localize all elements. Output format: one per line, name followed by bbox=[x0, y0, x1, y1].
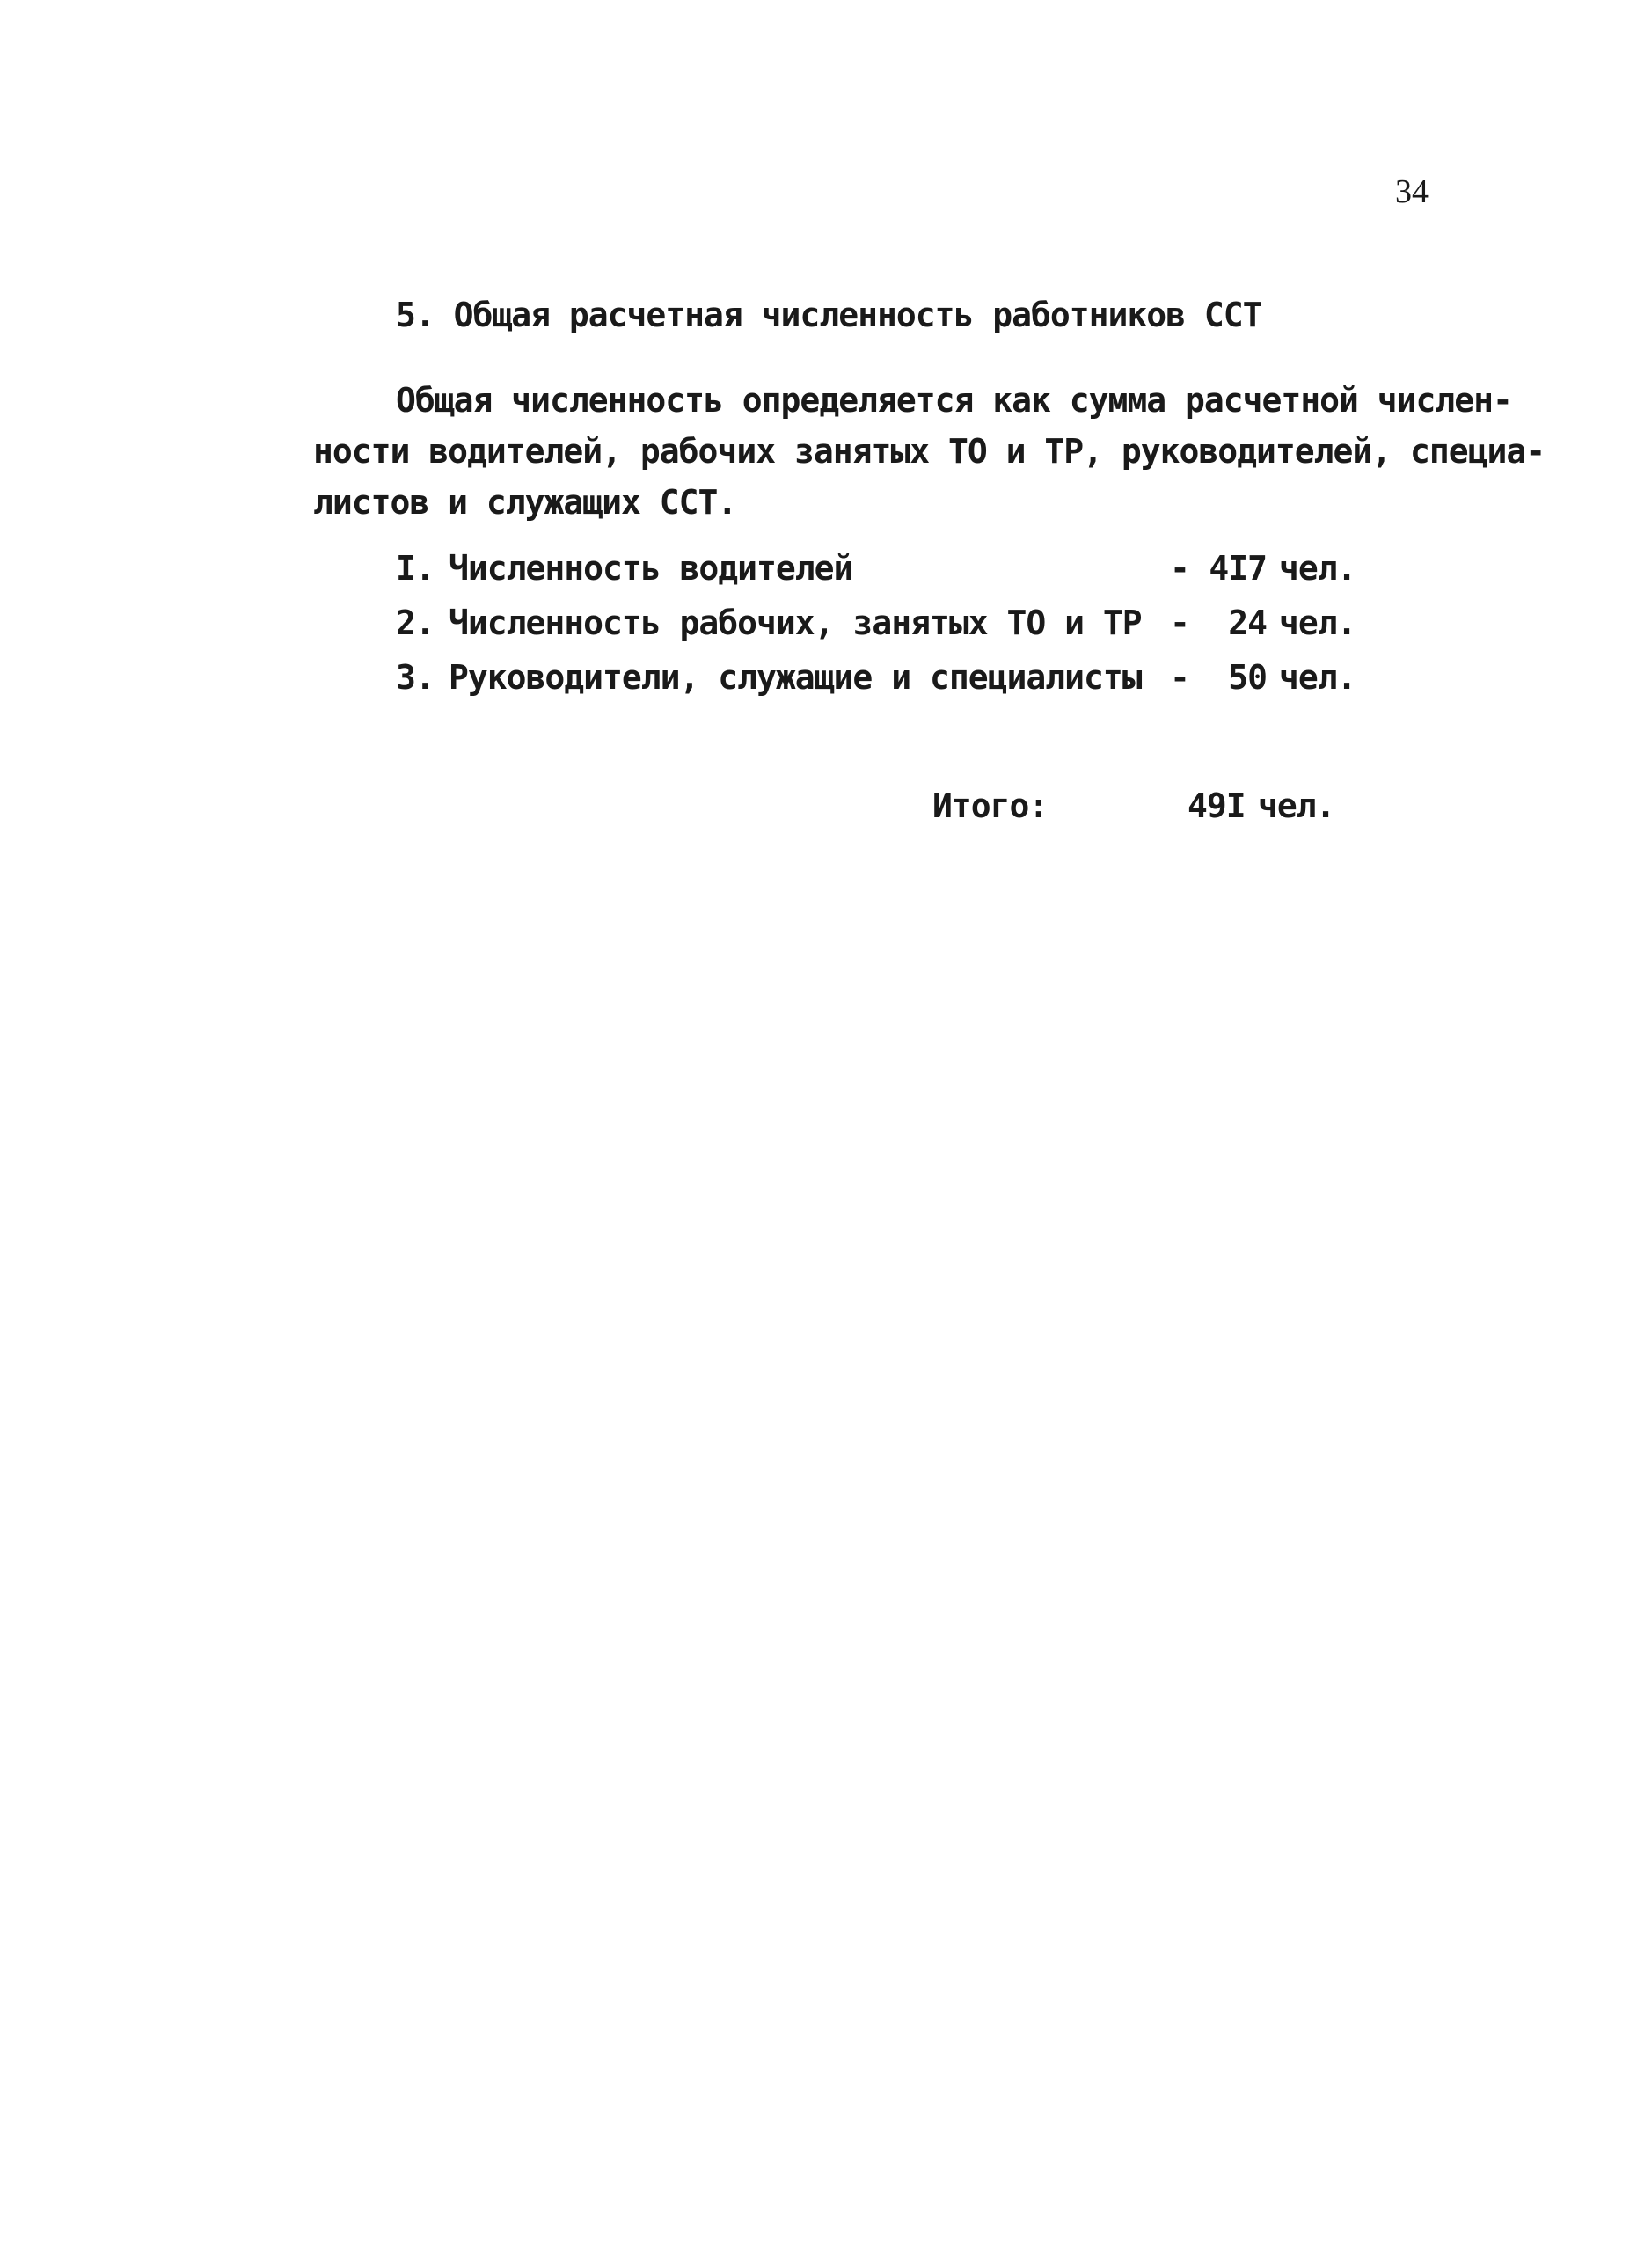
item-label: Руководители, служащие и специалисты bbox=[449, 658, 1142, 697]
item-value: 4I7 bbox=[1209, 549, 1267, 588]
staff-list bbox=[396, 549, 1363, 713]
item-dash: - bbox=[1170, 549, 1189, 588]
item-number: 3. bbox=[396, 658, 435, 697]
item-unit: чел. bbox=[1279, 658, 1356, 697]
item-label: Численность водителей bbox=[449, 549, 853, 588]
list-item bbox=[396, 549, 1363, 604]
item-number: 2. bbox=[396, 604, 435, 642]
list-item bbox=[396, 604, 1363, 658]
list-item bbox=[396, 658, 1363, 713]
item-value: 50 bbox=[1228, 658, 1267, 697]
paragraph-line: Общая численность определяется как сумма расчетной числен- bbox=[396, 381, 1512, 420]
total-value: 49I bbox=[1188, 786, 1246, 825]
item-unit: чел. bbox=[1279, 549, 1356, 588]
page-number: 34 bbox=[1395, 173, 1429, 210]
paragraph-line: ности водителей, рабочих занятых ТО и ТР, руководителей, специа- bbox=[313, 432, 1546, 471]
section-heading: 5. Общая расчетная численность работников ССТ bbox=[396, 296, 1262, 334]
total-label: Итого: bbox=[932, 786, 1049, 825]
item-label: Численность рабочих, занятых ТО и ТР bbox=[449, 604, 1142, 642]
item-value: 24 bbox=[1228, 604, 1267, 642]
item-unit: чел. bbox=[1279, 604, 1356, 642]
section-paragraph bbox=[313, 375, 1546, 528]
item-dash: - bbox=[1170, 604, 1189, 642]
item-number: I. bbox=[396, 549, 435, 588]
item-dash: - bbox=[1170, 658, 1189, 697]
total-unit: чел. bbox=[1258, 786, 1335, 825]
paragraph-line: листов и служащих ССТ. bbox=[313, 483, 737, 522]
